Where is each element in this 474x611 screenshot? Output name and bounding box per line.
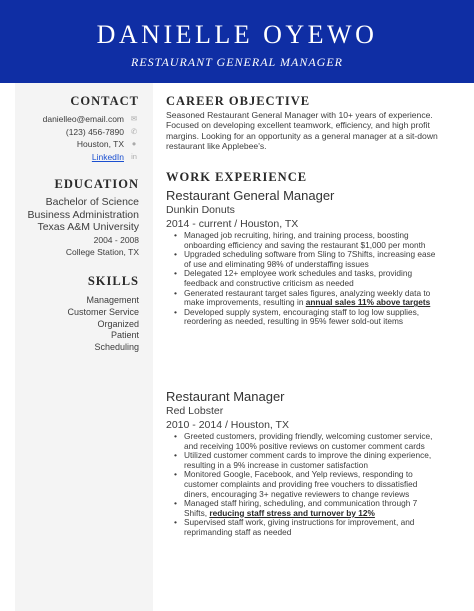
education-section: [28, 177, 139, 258]
mail-icon: ✉: [130, 114, 138, 123]
skill-item: Organized: [97, 318, 139, 329]
email-text: danielleo@email.com: [42, 114, 124, 124]
list-item: • Managed job recruiting, hiring, and training process, boosting onboarding efficiency and saving the restaurant $1,000 per month: [174, 231, 436, 250]
contact-location: [43, 138, 139, 151]
linkedin-link[interactable]: LinkedIn: [91, 151, 124, 162]
objective-title: CAREER OBJECTIVE: [166, 94, 311, 108]
job-company: Red Lobster: [166, 405, 224, 417]
highlight-text: reducing staff stress and turnover by 12%: [209, 507, 375, 518]
contact-phone: [43, 126, 139, 139]
skills-section: [67, 274, 139, 354]
job-title: Restaurant Manager: [166, 389, 285, 404]
list-item: • Generated restaurant target sales figures, analyzing weekly data to make improvements, resulting in annual sales 11% above targets: [174, 289, 436, 308]
linkedin-icon: in: [131, 151, 137, 161]
education-location: College Station, TX: [65, 246, 139, 257]
experience-title: WORK EXPERIENCE: [166, 170, 308, 184]
contact-section: [43, 94, 139, 163]
sidebar: [15, 83, 153, 611]
degree-line-2: Business Administration: [27, 208, 139, 221]
job-company: Dunkin Donuts: [166, 204, 235, 216]
list-item: • Managed staff hiring, scheduling, and communication through 7 Shifts, reducing staff stress and turnover by 12%: [174, 499, 436, 518]
degree-line-1: Bachelor of Science: [45, 196, 139, 208]
phone-icon: ✆: [130, 126, 138, 136]
list-item: • Monitored Google, Facebook, and Yelp reviews, responding to customer complaints and providing free vouchers to dissatisfied diners, encouraging 3+ negative reviewers to change reviews: [174, 470, 436, 499]
list-item: • Upgraded scheduling software from Sling to 7Shifts, increasing ease of use and eliminating 98% of understaffing issues: [174, 250, 436, 269]
list-item: • Delegated 12+ employee work schedules and tasks, providing feedback and constructive criticism as needed: [174, 269, 436, 288]
skill-item: Management: [86, 295, 139, 305]
candidate-role: RESTAURANT GENERAL MANAGER: [131, 55, 343, 69]
location-text: Houston, TX: [76, 139, 124, 149]
education-title: EDUCATION: [54, 177, 139, 191]
resume-header: [0, 0, 474, 83]
highlight-text: annual sales 11% above targets: [305, 297, 431, 308]
skill-item: Patient: [110, 330, 139, 341]
job-dates: 2010 - 2014 / Houston, TX: [166, 419, 289, 431]
job-dates: 2014 - current / Houston, TX: [166, 218, 299, 230]
contact-email[interactable]: [43, 113, 139, 126]
list-item: • Greeted customers, providing friendly, welcoming customer service, and receiving 100% positive reviews on customer comment cards: [174, 432, 436, 451]
school-name: Texas A&M University: [37, 221, 139, 233]
skill-item: Scheduling: [94, 342, 139, 353]
list-item: • Developed supply system, encouraging staff to log low supplies, reordering as needed, resulting in 95% fewer sold-out items: [174, 308, 436, 327]
job-title: Restaurant General Manager: [166, 188, 335, 203]
job-bullets: [174, 432, 436, 538]
education-years: 2004 - 2008: [93, 234, 139, 245]
skills-title: SKILLS: [87, 274, 139, 288]
contact-title: CONTACT: [70, 94, 139, 108]
list-item: • Supervised staff work, giving instructions for improvement, and reprimanding staff as needed: [174, 518, 436, 537]
candidate-name: DANIELLE OYEWO: [96, 20, 378, 49]
job-bullets: [174, 231, 436, 327]
list-item: • Utilized customer comment cards to improve the dining experience, resulting in a 9% increase in customer satisfaction: [174, 451, 436, 470]
location-pin-icon: ●: [131, 139, 137, 148]
contact-linkedin[interactable]: [43, 151, 139, 164]
skill-item: Customer Service: [67, 306, 139, 317]
phone-text: (123) 456-7890: [65, 126, 124, 137]
objective-text: Seasoned Restaurant General Manager with 10+ years of experience. Focused on developing excellent teamwork, efficiency, and high profit margins. Looking for an opportunity as a general manager at a sit-down restaurant like Applebee's.: [166, 110, 438, 152]
